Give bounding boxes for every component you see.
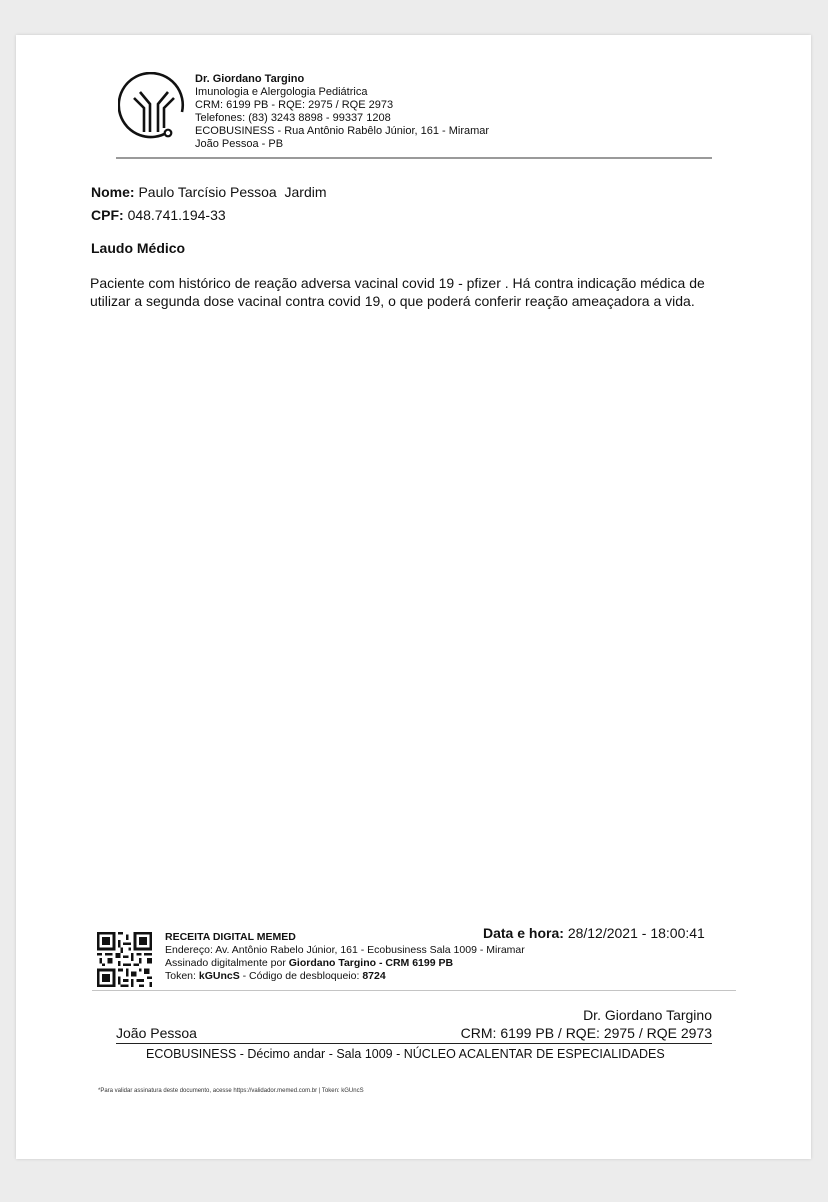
validation-note: *Para validar assinatura deste documento, acesse https://validador.memed.com.br | Token: kGUncS — [98, 1088, 364, 1094]
patient-name-value: Paulo Tarcísio Pessoa Jardim — [138, 184, 327, 200]
doctor-address: ECOBUSINESS - Rua Antônio Rabêlo Júnior, 161 - Miramar — [195, 125, 490, 137]
signed-by: Giordano Targino - CRM 6199 PB — [288, 957, 454, 969]
signed-by-row — [165, 957, 453, 970]
signature-line — [116, 1043, 712, 1044]
patient-cpf-value: 048.741.194-33 — [127, 207, 226, 223]
datetime — [483, 925, 705, 941]
doctor-specialty: Imunologia e Alergologia Pediátrica — [195, 86, 368, 98]
unlock-value: 8724 — [362, 970, 386, 982]
doctor-city: João Pessoa - PB — [195, 138, 284, 150]
patient-cpf-label: CPF: — [91, 207, 124, 223]
patient-name-label: Nome: — [91, 184, 135, 200]
immunology-logo-icon — [118, 72, 188, 144]
doctor-name: Dr. Giordano Targino — [195, 73, 305, 85]
document-title: Laudo Médico — [91, 240, 186, 256]
datetime-value: 28/12/2021 - 18:00:41 — [567, 925, 705, 941]
unlock-label: - Código de desbloqueio: — [239, 970, 363, 982]
qr-code-icon — [97, 932, 152, 987]
signature-name: Dr. Giordano Targino — [583, 1007, 712, 1023]
receipt-address: Endereço: Av. Antônio Rabelo Júnior, 161 - Ecobusiness Sala 1009 - Miramar — [165, 944, 525, 956]
document-body: Paciente com histórico de reação adversa vacinal covid 19 - pfizer . Há contra indicação médica de utilizar a segunda dose vacinal contra covid 19, o que poderá conferir reação ameaçadora a vida. — [90, 275, 705, 309]
receipt-title: RECEITA DIGITAL MEMED — [165, 931, 296, 943]
token-label: Token: — [165, 970, 199, 982]
signature-city: João Pessoa — [116, 1025, 197, 1041]
clinic-address: ECOBUSINESS - Décimo andar - Sala 1009 - NÚCLEO ACALENTAR DE ESPECIALIDADES — [146, 1047, 665, 1061]
token-row — [165, 970, 386, 983]
header-divider — [116, 157, 712, 159]
datetime-label: Data e hora: — [483, 925, 564, 941]
footer-divider — [92, 990, 736, 991]
token-value: kGUncS — [198, 970, 240, 982]
patient-cpf-row — [91, 207, 226, 223]
signed-prefix: Assinado digitalmente por — [165, 957, 289, 969]
document-page — [16, 35, 811, 1159]
patient-name-row — [91, 184, 327, 200]
signature-crm: CRM: 6199 PB / RQE: 2975 / RQE 2973 — [460, 1025, 712, 1041]
doctor-phones: Telefones: (83) 3243 8898 - 99337 1208 — [195, 112, 391, 124]
doctor-registration: CRM: 6199 PB - RQE: 2975 / RQE 2973 — [195, 99, 394, 111]
